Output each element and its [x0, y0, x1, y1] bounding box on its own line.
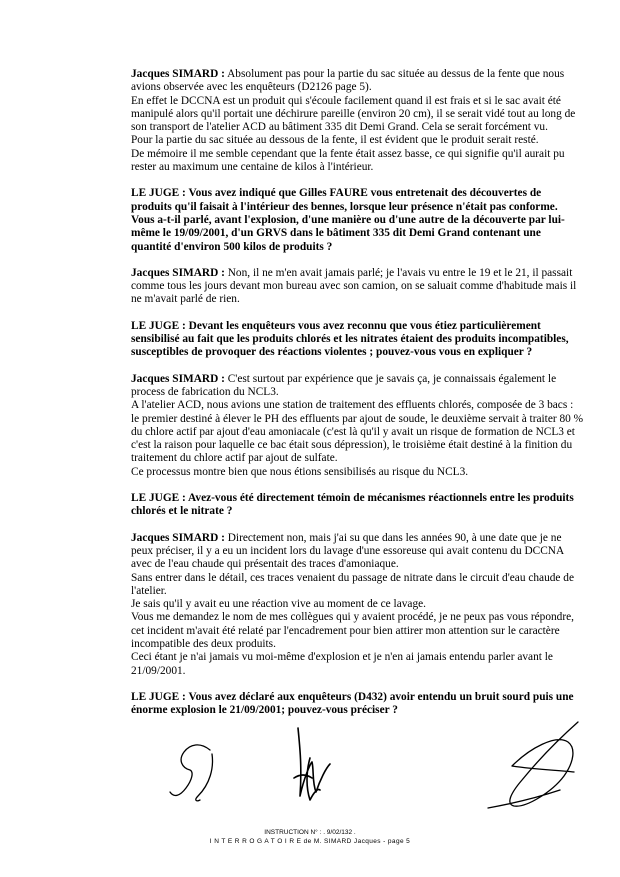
- text-line: c'est la raison pour laquelle ce bac était sous dépression), le troisième était destiné à la finition du: [131, 439, 573, 452]
- text-line: cet incident m'avait été relaté par l'encadrement pour bien attirer mon attention sur le caractère: [131, 624, 560, 637]
- text-line: sensibilisé au fait que les produits chlorés et les nitrates étaient des produits incompatibles,: [131, 333, 569, 346]
- text-line: process de fabrication du NCL3.: [131, 385, 279, 398]
- text-line: avec de l'eau chaude qui présentait des traces d'amoniaque.: [131, 558, 399, 571]
- text-line: peux préciser, il y a eu un incident lors du lavage d'une essoreuse qui avait contenu du DCCNA: [131, 544, 565, 557]
- text-line: son transport de l'atelier ACD au bâtiment 335 dit Demi Grand. Cela se serait forcément vu.: [131, 121, 548, 134]
- question-paragraph: [131, 492, 574, 519]
- answer-paragraph: [131, 372, 584, 479]
- text-line: traitement du chlore actif par ajout de sulfate.: [131, 452, 338, 465]
- answer-paragraph: [131, 531, 575, 678]
- text-line: Ceci étant je n'ai jamais vu moi-même d'explosion et je n'en ai jamais entendu parler avant le: [131, 651, 553, 664]
- signature-left: [170, 745, 212, 801]
- speaker-label: Jacques SIMARD :: [131, 531, 225, 544]
- footer-instruction: INSTRUCTION N° : . 9/02/132 .: [264, 829, 356, 836]
- signature-center: [294, 728, 330, 800]
- question-paragraph: [131, 320, 571, 360]
- document-body: [131, 68, 584, 730]
- speaker-label: Jacques SIMARD :: [131, 372, 225, 385]
- text-line: du chlore actif par ajout d'eau amoniacale (c'est là qu'il y avait un risque de formation de NCL3 et: [131, 425, 575, 438]
- answer-paragraph: [131, 266, 577, 307]
- text-line: A l'atelier ACD, nous avions une station de traitement des effluents chlorés, composée de 3 bacs :: [131, 399, 574, 412]
- text-line: même le 19/09/2001, d'un GRVS dans le bâtiment 335 dit Demi Grand contenant une: [131, 227, 541, 240]
- text-line: LE JUGE : Vous avez déclaré aux enquêteurs (D432) avoir entendu un bruit sourd puis une: [131, 690, 574, 703]
- signatures: [160, 718, 600, 818]
- text-line: Jacques SIMARD : Absolument pas pour la partie du sac située au dessus de la fente que nous: [131, 68, 565, 80]
- question-paragraph: [131, 187, 571, 253]
- text-line: LE JUGE : Devant les enquêteurs vous avez reconnu que vous étiez particulièrement: [131, 319, 541, 332]
- question-paragraph: [131, 690, 574, 718]
- text-line: Jacques SIMARD : Directement non, mais j'ai su que dans les années 90, à une date que je ne: [131, 531, 562, 544]
- text-line: incompatible des deux produits.: [131, 637, 276, 650]
- text-line: quantité d'environ 500 kilos de produits ?: [131, 240, 333, 253]
- text-line: Pour la partie du sac située au dessous de la fente, il est évident que le produit serait resté.: [131, 134, 539, 147]
- text-line: ne m'avait parlé de rien.: [131, 293, 240, 306]
- signature-right: [488, 722, 578, 808]
- speaker-label: Jacques SIMARD :: [131, 266, 225, 279]
- text-line: Jacques SIMARD : C'est surtout par expérience que je savais ça, je connaissais également le: [131, 372, 557, 385]
- text-line: Sans entrer dans le détail, ces traces venaient du passage de nitrate dans le circuit d'eau chaude de: [131, 571, 574, 584]
- text-line: l'atelier.: [131, 584, 167, 597]
- speaker-label: Jacques SIMARD :: [131, 68, 225, 80]
- text-line: De mémoire il me semble cependant que la fente était assez basse, ce qui signifie qu'il aurait pu: [131, 147, 565, 160]
- text-line: avions observée avec les enquêteurs (D2126 page 5).: [131, 81, 372, 94]
- text-line: En effet le DCCNA est un produit qui s'écoule facilement quand il est frais et si le sac avait été: [131, 94, 561, 107]
- text-line: Jacques SIMARD : Non, il ne m'en avait jamais parlé; je l'avais vu entre le 19 et le 21, il passait: [131, 266, 573, 279]
- text-line: LE JUGE : Vous avez indiqué que Gilles FAURE vous entretenait des découvertes de: [131, 187, 542, 200]
- text-line: le premier destiné à élever le PH des effluents par ajout de soude, le deuxième servait à traiter 80 %: [131, 412, 584, 425]
- text-line: Ce processus montre bien que nous étions sensibilisés au risque du NCL3.: [131, 465, 469, 478]
- text-line: LE JUGE : Avez-vous été directement témoin de mécanismes réactionnels entre les produits: [131, 492, 574, 505]
- text-line: Vous me demandez le nom de mes collègues qui y avaient procédé, je ne peux pas vous répondre,: [131, 611, 575, 624]
- text-line: comme tous les jours devant mon bureau avec son camion, on se saluait comme d'habitude mais il: [131, 280, 577, 293]
- text-line: Vous a-t-il parlé, avant l'explosion, d'une manière ou d'une autre de la découverte par lui-: [131, 213, 565, 226]
- text-line: susceptibles de provoquer des réactions violentes ; pouvez-vous vous en expliquer ?: [131, 346, 533, 359]
- footer-interrogatoire: I N T E R R O G A T O I R E de M. SIMARD Jacques - page 5: [209, 838, 411, 845]
- text-line: énorme explosion le 21/09/2001; pouvez-vous préciser ?: [131, 704, 398, 717]
- answer-paragraph: [131, 68, 576, 174]
- text-line: rester au maximum une centaine de kilos à l'intérieur.: [131, 161, 374, 174]
- text-line: produits qu'il faisait à l'intérieur des bennes, lorsque leur présence n'était pas conforme.: [131, 200, 558, 213]
- text-line: 21/09/2001.: [131, 664, 186, 677]
- text-line: chlorés et le nitrate ?: [131, 505, 233, 518]
- text-line: manipulé alors qu'il portait une déchirure pareille (environ 20 cm), il se serait vidé tout au long de: [131, 107, 576, 120]
- text-line: Je sais qu'il y avait eu une réaction vive au moment de ce lavage.: [131, 598, 426, 611]
